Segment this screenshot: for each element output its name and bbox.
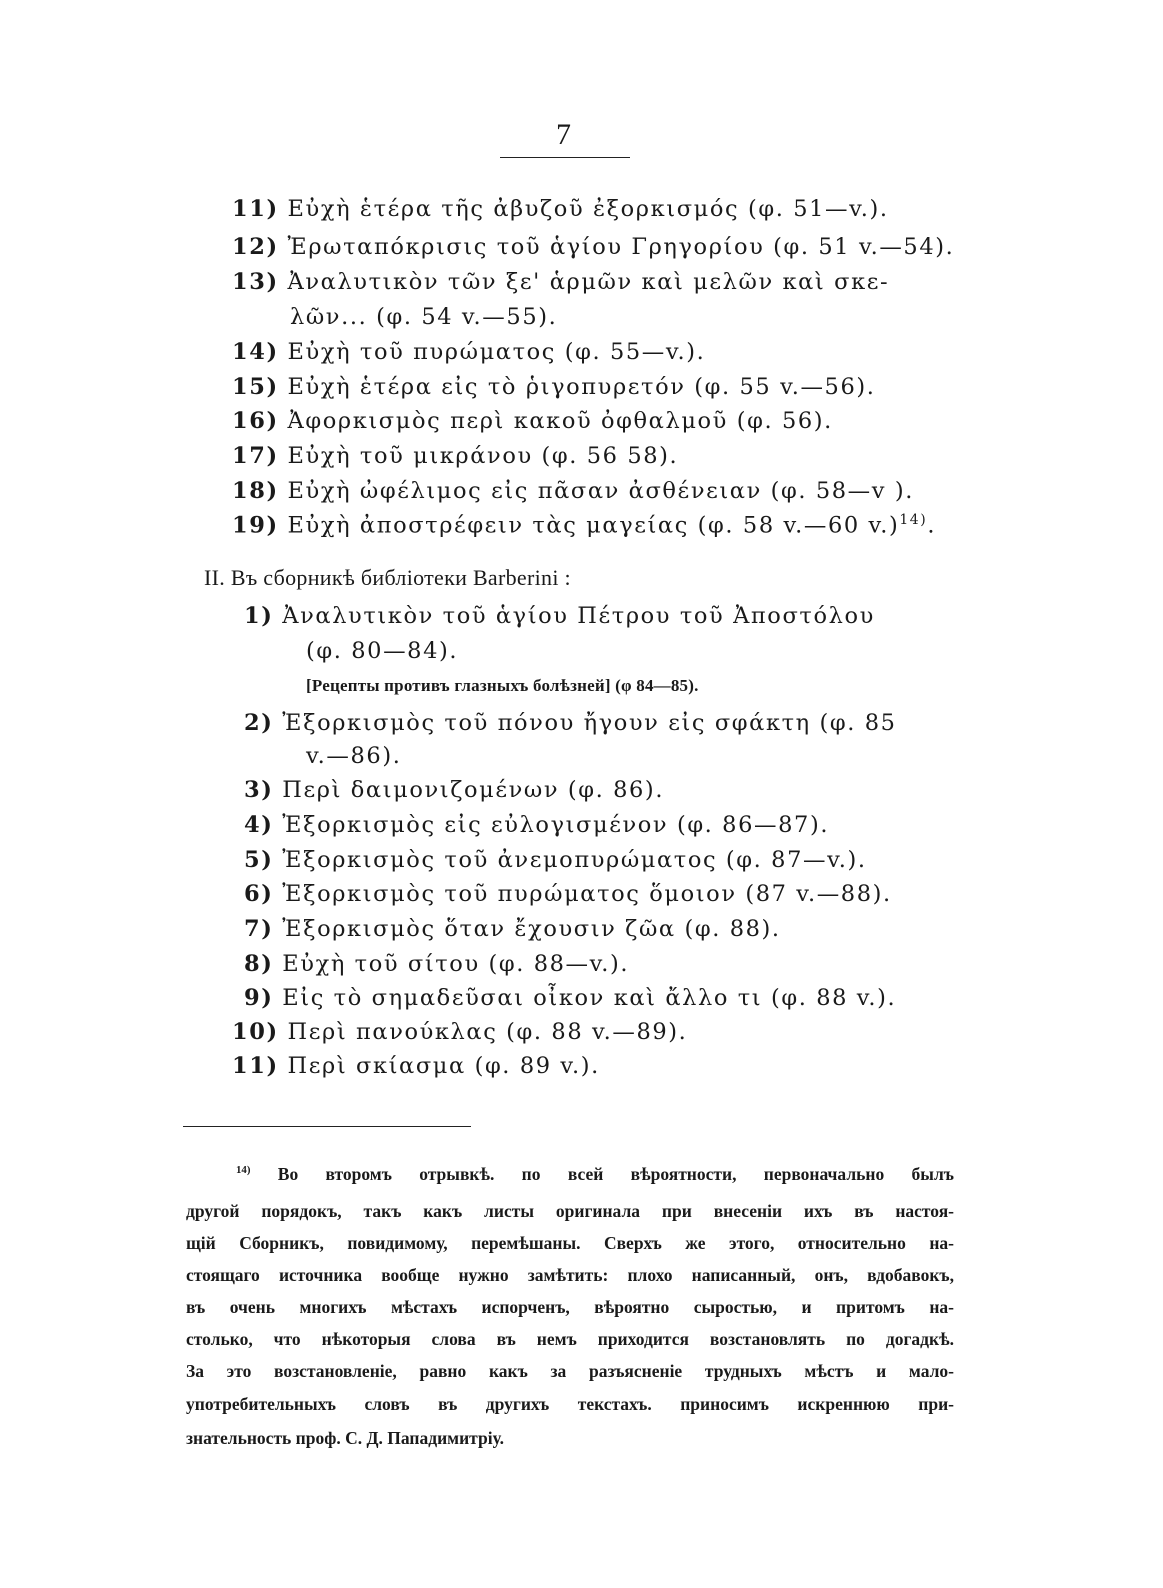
list-item: 4) Ἐξορκισμὸς εἰς εὐλογισμένον (φ. 86—87).: [244, 812, 830, 838]
list-item: 16) Ἀφορκισμὸς περὶ κακοῦ ὀφθαλμοῦ (φ. 56).: [232, 408, 833, 434]
list-item: 18) Εὐχὴ ὠφέλιμος εἰς πᾶσαν ἀσθένειαν (φ. 58—v ).: [232, 478, 914, 504]
list-item: 7) Ἐξορκισμὸς ὅταν ἔχουσιν ζῶα (φ. 88).: [244, 916, 781, 942]
footnote-reference: 14): [899, 512, 928, 528]
list-item: 2) Ἐξορκισμὸς τοῦ πόνου ἤγουν εἰς σφάκτη (φ. 85: [244, 710, 897, 736]
footnote-line: знательность проф. С. Д. Пападимитріу.: [186, 1428, 504, 1448]
list-item: 11) Περὶ σκίασμα (φ. 89 v.).: [232, 1053, 600, 1079]
list-item: 12) Ἐρωταπόκρισις τοῦ ἁγίου Γρηγορίου (φ. 51 v.—54).: [232, 234, 955, 260]
recipe-note: [Рецепты противъ глазныхъ болѣзней] (φ 84—85).: [306, 676, 699, 695]
list-item: 1) Ἀναλυτικὸν τοῦ ἁγίου Πέτρου τοῦ Ἀποστόλου: [244, 603, 875, 629]
list-item: 17) Εὐχὴ τοῦ μικράνου (φ. 56 58).: [232, 443, 679, 469]
footnote-mark: 14): [236, 1164, 251, 1177]
list-item: 6) Ἐξορκισμὸς τοῦ πυρώματος ὅμοιον (87 v.—88).: [244, 881, 892, 907]
footnote-line: стоящаго источника вообще нужно замѣтить: плохо написанный, онъ, вдобавокъ,: [186, 1265, 954, 1285]
list-item: 19) Εὐχὴ ἀποστρέφειν τὰς μαγείας (φ. 58 v.—60 v.)$^{14)}$.: [232, 512, 937, 539]
footnote-line: $^{14)}$ Во второмъ отрывкѣ. по всей вѣроятности, первоначально былъ: [236, 1164, 954, 1184]
footnote-line: въ очень многихъ мѣстахъ испорченъ, вѣроятно сыростью, и притомъ на-: [186, 1297, 954, 1317]
list-item: 10) Περὶ πανούκλας (φ. 88 v.—89).: [232, 1019, 688, 1045]
list-item: 11) Εὐχὴ ἑτέρα τῆς ἀβυζοῦ ἐξορκισμός (φ. 51—v.).: [232, 196, 889, 222]
list-item: 9) Εἰς τὸ σημαδεῦσαι οἶκον καὶ ἄλλο τι (φ. 88 v.).: [244, 985, 897, 1011]
list-item-continuation: (φ. 80—84).: [306, 638, 459, 664]
footnote-rule: [183, 1126, 471, 1127]
footnote-line: употребительныхъ словъ въ другихъ текстахъ. приносимъ искреннюю при-: [186, 1394, 954, 1414]
list-item: 15) Εὐχὴ ἑτέρα εἰς τὸ ῥιγοπυρετόν (φ. 55 v.—56).: [232, 374, 876, 400]
list-item-continuation: λῶν... (φ. 54 v.—55).: [290, 304, 558, 330]
list-item: 13) Ἀναλυτικὸν τῶν ξε' ἁρμῶν καὶ μελῶν καὶ σκε-: [232, 269, 890, 295]
footnote-line: другой порядокъ, такъ какъ листы оригинала при внесеніи ихъ въ настоя-: [186, 1201, 954, 1221]
list-item: 3) Περὶ δαιμονιζομένων (φ. 86).: [244, 777, 665, 803]
page-number-rule: [500, 157, 630, 158]
footnote-line: щій Сборникъ, повидимому, перемѣшаны. Сверхъ же этого, относительно на-: [186, 1233, 954, 1253]
list-item-continuation: v.—86).: [306, 743, 402, 769]
footnote-line: За это возстановленіе, равно какъ за разъясненіе трудныхъ мѣстъ и мало-: [186, 1361, 954, 1381]
footnote-line: столько, что нѣкоторыя слова въ немъ приходится возстановлять по догадкѣ.: [186, 1329, 954, 1349]
section-heading: II. Въ сборникѣ библіотеки Barberini :: [204, 565, 571, 590]
page-number: 7: [556, 118, 571, 151]
list-item: 8) Εὐχὴ τοῦ σίτου (φ. 88—v.).: [244, 951, 630, 977]
list-item: 14) Εὐχὴ τοῦ πυρώματος (φ. 55—v.).: [232, 339, 706, 365]
list-item: 5) Ἐξορκισμὸς τοῦ ἀνεμοπυρώματος (φ. 87—v.).: [244, 847, 867, 873]
